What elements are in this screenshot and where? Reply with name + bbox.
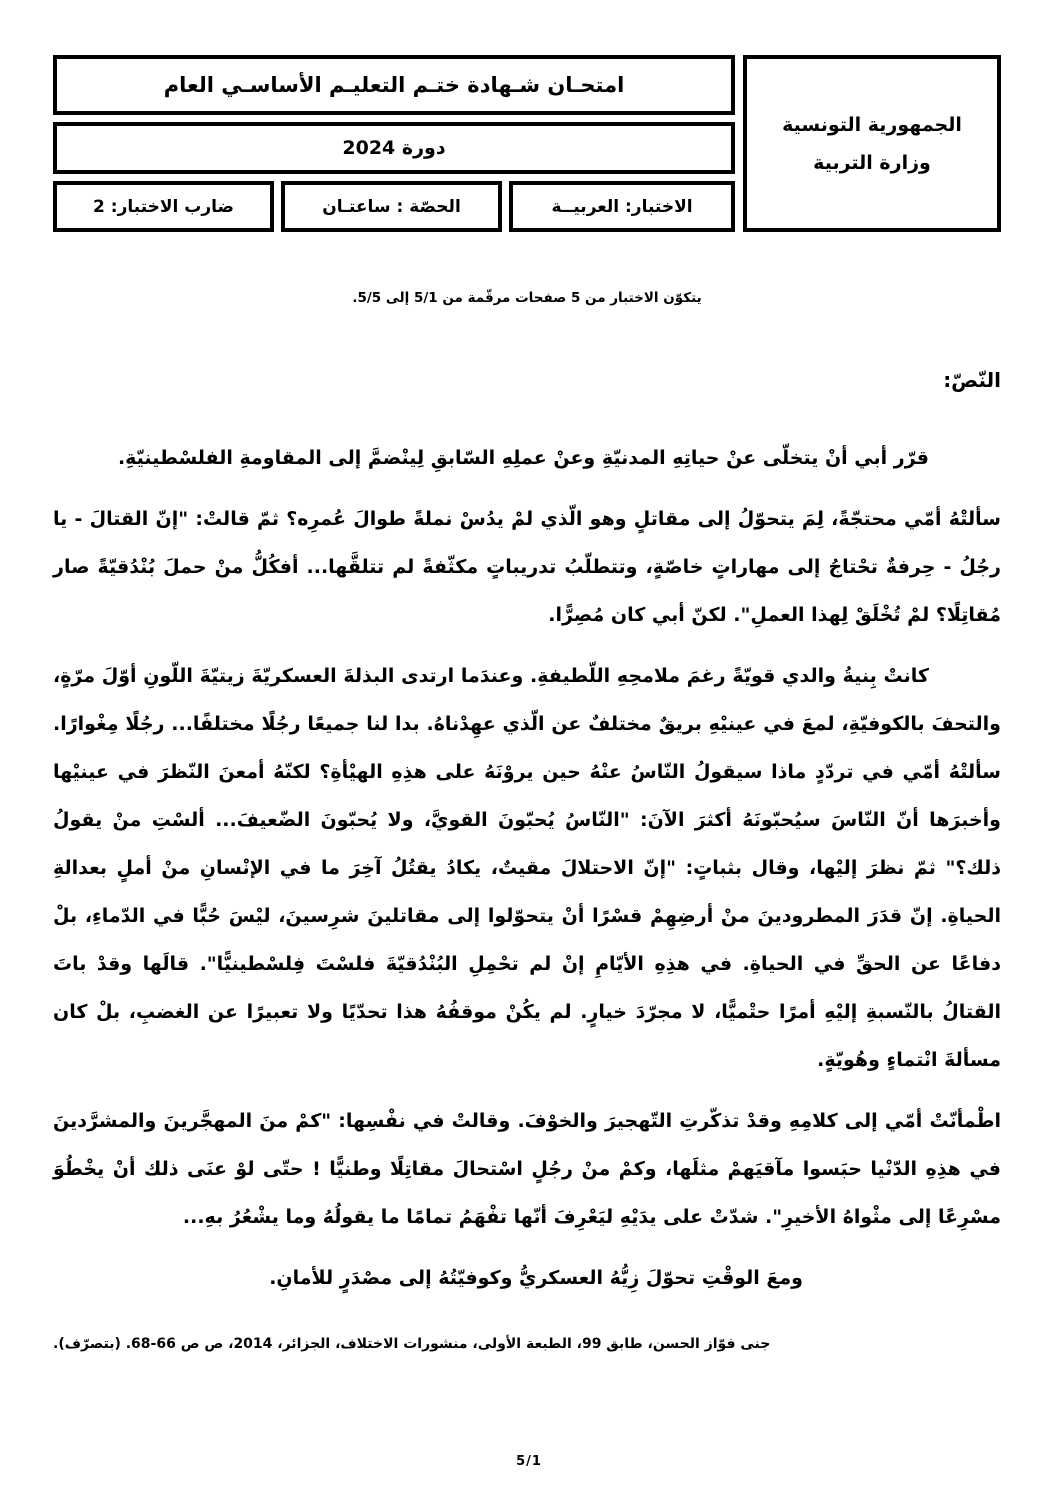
source-reference: جنى فوّاز الحسن، طابق 99، الطبعة الأولى، منشورات الاختلاف، الجزائر، 2014، ص ص 66-68. (بتصرّف).: [53, 1336, 771, 1352]
reading-passage: [53, 434, 1001, 1302]
exam-header-table: [53, 55, 1001, 232]
header-left-section: [53, 55, 735, 232]
exam-title: امتحـان شـهادة ختـم التعليـم الأساسـي العام: [53, 55, 735, 115]
paragraph-4: اطْمأنّتْ أمّي إلى كلامِهِ وقدْ تذكّرتِ التّهجيرَ والخوْفَ. وقالتْ في نفْسِها: "كمْ منَ المهجَّرينَ والمشرَّدينَ في هذِهِ الدّنْيا حبَسوا مآقيَهمْ مثلَها، وكمْ منْ رجُلٍ اسْتحالَ مقاتِلًا وطنيًّا ! حتّى لوْ عنَى ذلك أنْ يخْطُوَ مسْرِعًا إلى مثْواهُ الأخيرِ". شدّتْ على يدَيْهِ ليَعْرِفَ أنّها تفْهَمُ تمامًا ما يقولُهُ وما يشْعُرُ بهِ...: [53, 1110, 1001, 1228]
exam-info-row: [53, 181, 735, 232]
paragraph-2: سألتْهُ أمّي محتجّةً، لِمَ يتحوّلُ إلى مقاتلٍ وهو الّذي لمْ يدُسْ نملةً طوالَ عُمرِه؟ ثمّ قالتْ: "إنّ القتالَ - يا رجُلُ - حِرفةٌ تحْتاجُ إلى مهاراتٍ خاصّةٍ، وتتطلّبُ تدريباتٍ مكثّفةً لم تتلقَّها... أفكُلُّ منْ حملَ بُنْدُقيّةً صار مُقاتِلًا؟ لمْ تُخْلَقْ لِهذا العملِ". لكنّ أبي كان مُصِرًّا.: [53, 508, 1001, 626]
exam-session: دورة 2024: [53, 122, 735, 174]
text-section-label: النّصّ:: [943, 368, 1001, 392]
paragraph-3: كانتْ بِنيةُ والدي قويّةً رغمَ ملامحِهِ اللّطيفةِ. وعندَما ارتدى البذلةَ العسكريّةَ زيتيّةَ اللّونِ أوّلَ مرّةٍ، والتحفَ بالكوفيّةِ، لمعَ في عينيْهِ بريقٌ مختلفٌ عن الّذي عهِدْناهُ. بدا لنا جميعًا رجُلًا مختلفًا... رجُلًا مِغْوارًا. سألتْهُ أمّي في تردّدٍ ماذا سيقولُ النّاسُ عنْهُ حين يروْنَهُ على هذِهِ الهيْأةِ؟ لكنّهُ أمعنَ النّظرَ في عينيْها وأخبرَها أنّ النّاسَ سيُحبّونَهُ أكثرَ الآنَ: "النّاسُ يُحبّونَ القويَّ، ولا يُحبّونَ الضّعيفَ... ألسْتِ منْ يقولُ ذلك؟" ثمّ نظرَ إليْها، وقال بثباتٍ: "إنّ الاحتلالَ مقيتٌ، يكادُ يقتُلُ آخِرَ ما في الإنْسانِ منْ أملٍ بعدالةِ الحياةِ. إنّ قدَرَ المطرودينَ منْ أرضِهِمْ قسْرًا أنْ يتحوّلوا إلى مقاتلينَ شرِسينَ، ليْسَ حُبًّا في الدّماءِ، بلْ دفاعًا عن الحقِّ في الحياةِ. في هذِهِ الأيّامِ إنْ لم تحْمِلِ البُنْدُقيّةَ فلسْتَ فِلسْطينيًّا". قالَها وقدْ باتَ القتالُ بالنّسبةِ إليْهِ أمرًا حتْميًّا، لا مجرّدَ خيارٍ. لم يكُنْ موقفُهُ هذا تحدّيًا ولا تعبيرًا عن الغضبِ، بلْ كان مسألةَ انْتماءٍ وهُويّةٍ.: [53, 665, 1001, 1071]
ministry-label: وزارة التربية: [813, 151, 931, 174]
exam-duration: الحصّة : ساعتـان: [281, 181, 502, 232]
paragraph-1: قرّر أبي أنْ يتخلّى عنْ حياتِهِ المدنيّةِ وعنْ عملِهِ السّابقِ لِينْضمَّ إلى المقاومةِ الفلسْطينيّةِ.: [117, 447, 929, 469]
page-number: 5/1: [516, 1454, 542, 1469]
pages-notice: يتكوّن الاختبار من 5 صفحات مرقّمة من 5/1 إلى 5/5.: [352, 290, 702, 306]
exam-subject: الاختبار: العربيــة: [509, 181, 735, 232]
exam-coefficient: ضارب الاختبار: 2: [53, 181, 274, 232]
republic-label: الجمهورية التونسية: [782, 113, 962, 136]
closing-line: ومعَ الوقْتِ تحوّلَ زِيُّهُ العسكريُّ وكوفيّتُهُ إلى مصْدَرٍ للأمانِ.: [269, 1267, 803, 1289]
ministry-box: [743, 55, 1001, 232]
